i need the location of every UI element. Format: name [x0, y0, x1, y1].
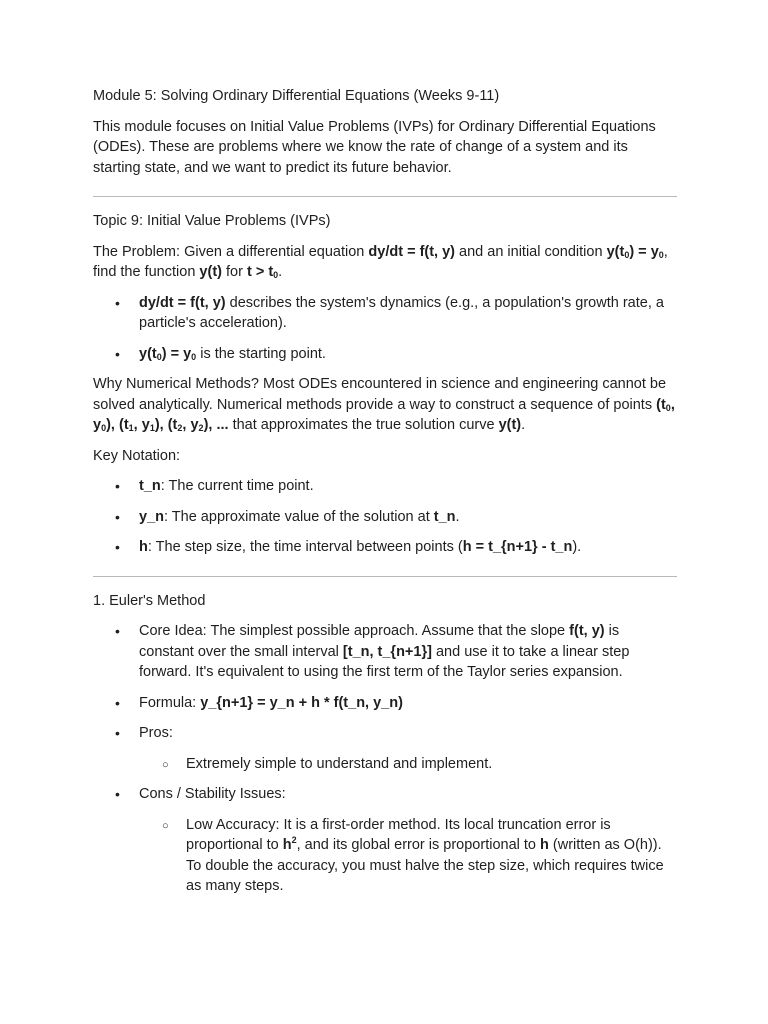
bullet-icon: •: [115, 508, 120, 525]
list-item: • t_n: The current time point.: [93, 476, 677, 497]
problem-statement: The Problem: Given a differential equation dy/dt = f(t, y) and an initial condition $y(t_0) = y_0$, find the function y(t) for $t > t_0$.: [93, 243, 668, 280]
circle-bullet-icon: ○: [162, 819, 169, 832]
problem-bullet-list: [93, 293, 677, 365]
cons-sublist: [139, 815, 677, 897]
bullet-icon: •: [115, 345, 120, 362]
bullet-icon: •: [115, 694, 120, 711]
list-item: • Formula: y_{n+1} = y_n + h * f(t_n, y_n): [93, 693, 677, 714]
bullet-icon: •: [115, 786, 120, 802]
document-content: [93, 86, 677, 907]
list-item: • Core Idea: The simplest possible approach. Assume that the slope f(t, y) is constant over the small interval [t_n, t_{n+1}] and use it to take a linear step forward. It's equivalent to using the first term of the Taylor series expansion.: [115, 623, 630, 680]
circle-bullet-icon: ○: [162, 758, 169, 771]
bullet-icon: •: [115, 294, 120, 311]
euler-list: [93, 621, 677, 897]
bullet-icon: •: [115, 623, 120, 639]
bullet-icon: •: [115, 478, 120, 494]
list-item: • Pros: ○ Extremely simple to understand and implement.: [93, 723, 677, 774]
section-divider: [93, 576, 677, 577]
list-item: • y_n: The approximate value of the solution at t_n.: [93, 507, 677, 528]
list-item: • Cons / Stability Issues: ○ Low Accuracy: It is a first-order method. Its local truncation error is proportional to $h^2$, and its global error is proportional to h (written as O(h)). To double the accuracy, you must halve the step size, which requires twice as many steps.: [93, 784, 677, 897]
notation-list: [93, 476, 677, 558]
list-item: ○ Low Accuracy: It is a first-order method. Its local truncation error is proportional to $h^2$, and its global error is proportional to h (written as O(h)). To double the accuracy, you must halve the step size, which requires twice as many steps.: [162, 816, 664, 894]
module-title: Module 5: Solving Ordinary Differential Equations (Weeks 9-11): [93, 88, 500, 104]
euler-heading: 1. Euler's Method: [93, 592, 206, 609]
key-notation-label: Key Notation:: [93, 447, 181, 464]
pros-sublist: [139, 754, 677, 775]
module-intro: This module focuses on Initial Value Problems (IVPs) for Ordinary Differential Equations (ODEs). These are problems where we know the rate of change of a system and its starting state, and we want to predict its future behavior.: [93, 118, 656, 176]
list-item: • h: The step size, the time interval between points (h = t_{n+1} - t_n).: [93, 537, 677, 558]
bullet-icon: •: [115, 539, 120, 555]
section-divider: [93, 196, 677, 197]
list-item: • $y(t_0) = y_0$ is the starting point.: [93, 344, 677, 365]
list-item: • dy/dt = f(t, y) describes the system's dynamics (e.g., a population's growth rate, a particle's acceleration).: [115, 294, 664, 331]
why-numerical-paragraph: Why Numerical Methods? Most ODEs encountered in science and engineering cannot be solved analytically. Numerical methods provide a way to construct a sequence of points ($t_0$, $y_0$), ($t_1$, $y_1$), ($t_2$, $y_2$), ... that approximates the true solution curve y(t).: [93, 376, 675, 433]
topic-heading: Topic 9: Initial Value Problems (IVPs): [93, 213, 331, 229]
list-item: ○ Extremely simple to understand and implement.: [139, 754, 677, 775]
bullet-icon: •: [115, 725, 120, 741]
